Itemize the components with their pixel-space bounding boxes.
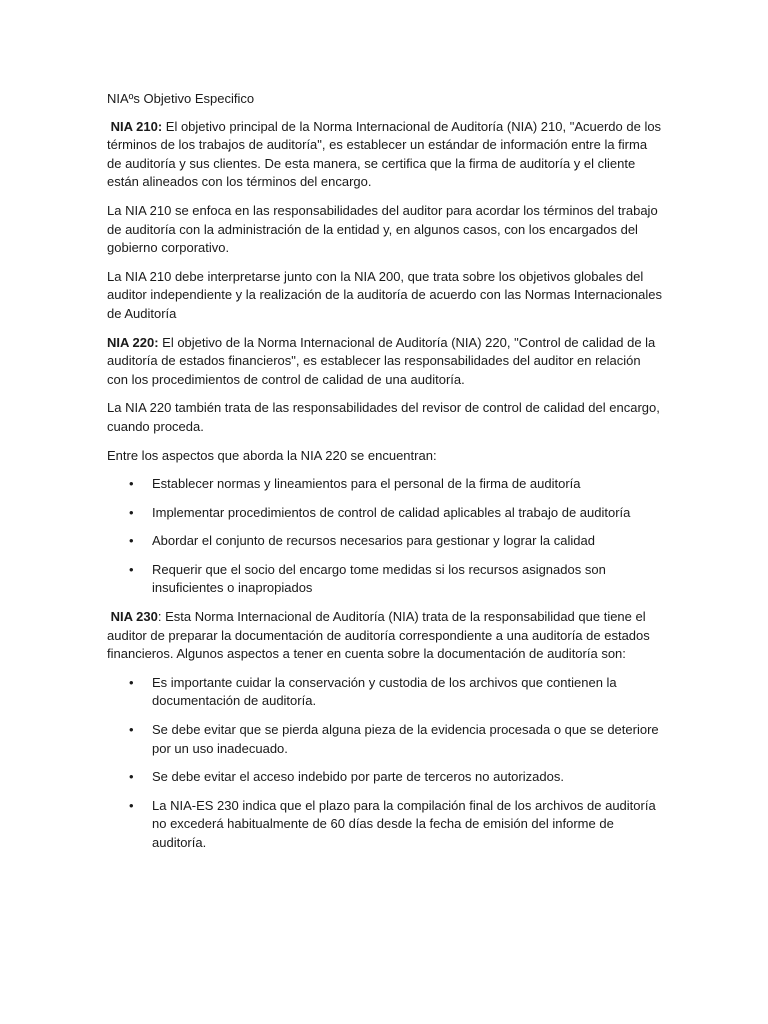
list-item — [107, 561, 663, 598]
list-item — [107, 532, 663, 551]
bullet-icon: • — [129, 722, 134, 738]
nia220-paragraph-2: La NIA 220 también trata de las responsabilidades del revisor de control de calidad del encargo, cuando proceda. — [107, 400, 660, 434]
list-item-text: Establecer normas y lineamientos para el personal de la firma de auditoría — [152, 476, 581, 492]
document-heading: NIAºs Objetivo Especifico — [107, 91, 255, 106]
nia230-bullet-list — [107, 674, 663, 853]
bullet-icon: • — [129, 769, 134, 785]
list-item-text: Implementar procedimientos de control de calidad aplicables al trabajo de auditoría — [152, 504, 631, 520]
nia220-intro-text: El objetivo de la Norma Internacional de Auditoría (NIA) 220, "Control de calidad de la auditoría de estados financieros", es establecer las responsabilidades del auditor en relación con los procedimientos de control de calidad de una auditoría. — [107, 334, 656, 387]
list-item-text: Se debe evitar que se pierda alguna pieza de la evidencia procesada o que se deteriore por un uso inadecuado. — [152, 722, 659, 756]
nia220-intro-paragraph — [107, 334, 663, 390]
list-item — [107, 721, 663, 758]
nia220-paragraph-3: Entre los aspectos que aborda la NIA 220 se encuentran: — [107, 447, 437, 463]
bullet-icon: • — [129, 533, 134, 549]
nia230-intro-text: : Esta Norma Internacional de Auditoría (NIA) trata de la responsabilidad que tiene el auditor de preparar la documentación de auditoría correspondiente a una auditoría de estados financieros. Algunos aspectos a tener en cuenta sobre la documentación de auditoría son: — [107, 609, 650, 662]
list-item — [107, 797, 663, 853]
list-item — [107, 768, 663, 787]
bullet-icon: • — [129, 504, 134, 520]
nia220-label: NIA 220: — [107, 334, 159, 350]
bullet-icon: • — [129, 561, 134, 577]
nia210-intro-text: El objetivo principal de la Norma Internacional de Auditoría (NIA) 210, "Acuerdo de los términos de los trabajos de auditoría", es establecer un estándar de información entre la firma de auditoría y sus clientes. De esta manera, se certifica que la firma de auditoría y el cliente están alineados con los términos del encargo. — [107, 118, 662, 190]
nia210-paragraph-3: La NIA 210 debe interpretarse junto con la NIA 200, que trata sobre los objetivos globales del auditor independiente y la realización de la auditoría de acuerdo con las Normas Internacionales de Auditoría — [107, 268, 663, 321]
nia210-label: NIA 210: — [110, 118, 163, 134]
bullet-icon: • — [129, 476, 134, 492]
list-item-text: Requerir que el socio del encargo tome medidas si los recursos asignados son insuficientes o inapropiados — [152, 561, 606, 596]
nia210-intro-paragraph — [107, 118, 663, 192]
list-item-text: Abordar el conjunto de recursos necesarios para gestionar y lograr la calidad — [152, 533, 595, 549]
list-item — [107, 475, 663, 494]
document-page — [107, 90, 663, 863]
list-item-text: Es importante cuidar la conservación y custodia de los archivos que contienen la documentación de auditoría. — [152, 674, 617, 709]
nia230-intro-paragraph — [107, 608, 663, 664]
nia230-label: NIA 230 — [110, 609, 158, 625]
nia210-paragraph-2: La NIA 210 se enfoca en las responsabilidades del auditor para acordar los términos del trabajo de auditoría con la administración de la entidad y, en algunos casos, con los encargados del gobierno corporativo. — [107, 202, 658, 256]
nia220-bullet-list — [107, 475, 663, 598]
list-item — [107, 674, 663, 711]
bullet-icon: • — [129, 797, 134, 813]
bullet-icon: • — [129, 674, 134, 690]
list-item-text: Se debe evitar el acceso indebido por parte de terceros no autorizados. — [152, 769, 564, 785]
list-item — [107, 504, 663, 523]
list-item-text: La NIA-ES 230 indica que el plazo para la compilación final de los archivos de auditoría no excederá habitualmente de 60 días desde la fecha de emisión del informe de auditoría. — [152, 797, 656, 850]
